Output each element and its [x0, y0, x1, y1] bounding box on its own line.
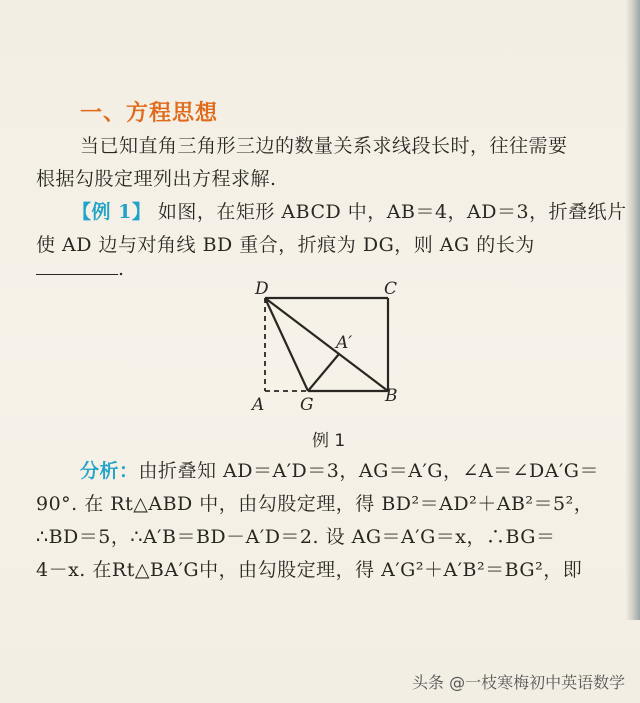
analysis-paragraph [36, 455, 616, 587]
fold-line-dg [265, 298, 308, 391]
watermark: 头条 @一枝寒梅初中英语数学 [412, 673, 626, 692]
intro-line-2: 根据勾股定理列出方程求解. [36, 168, 277, 190]
analysis-text-1: 由折叠知 AD＝A′D＝3，AG＝A′G，∠A＝∠DA′G＝ [138, 460, 599, 482]
example-text-1: 如图，在矩形 ABCD 中，AB＝4，AD＝3，折叠纸片 [157, 201, 627, 223]
analysis-tag: 分析： [80, 460, 139, 482]
example-tag: 【例 1】 [72, 201, 152, 223]
intro-paragraph [36, 130, 616, 196]
page-edge [626, 0, 640, 620]
diagonal-db [265, 298, 388, 391]
analysis-line-3: ∴BD＝5，∴A′B＝BD－A′D＝2. 设 AG＝A′G＝x，∴BG＝ [36, 526, 556, 548]
label-c: C [384, 279, 398, 299]
geometry-figure [240, 276, 410, 421]
example-line-1 [36, 196, 627, 229]
answer-blank [36, 274, 118, 275]
label-d: D [255, 279, 269, 299]
section-heading: 一、方程思想 [80, 101, 219, 126]
label-b: B [385, 386, 398, 406]
answer-blank-period: . [118, 258, 125, 280]
example-paragraph [36, 196, 627, 262]
analysis-line-1 [36, 455, 616, 488]
label-g: G [300, 395, 314, 415]
segment-ga-prime [308, 354, 339, 391]
intro-line-1: 当已知直角三角形三边的数量关系求线段长时，往往需要 [80, 135, 568, 157]
analysis-line-2: 90°. 在 Rt△ABD 中，由勾股定理，得 BD²＝AD²＋AB²＝5²， [36, 493, 594, 515]
label-a-prime: A′ [336, 333, 353, 353]
figure-caption: 例 1 [312, 431, 346, 451]
example-line-2: 使 AD 边与对角线 BD 重合，折痕为 DG，则 AG 的长为 [36, 234, 535, 256]
label-a: A [252, 395, 265, 415]
analysis-line-4: 4－x. 在Rt△BA′G中，由勾股定理，得 A′G²＋A′B²＝BG²，即 [36, 559, 583, 581]
